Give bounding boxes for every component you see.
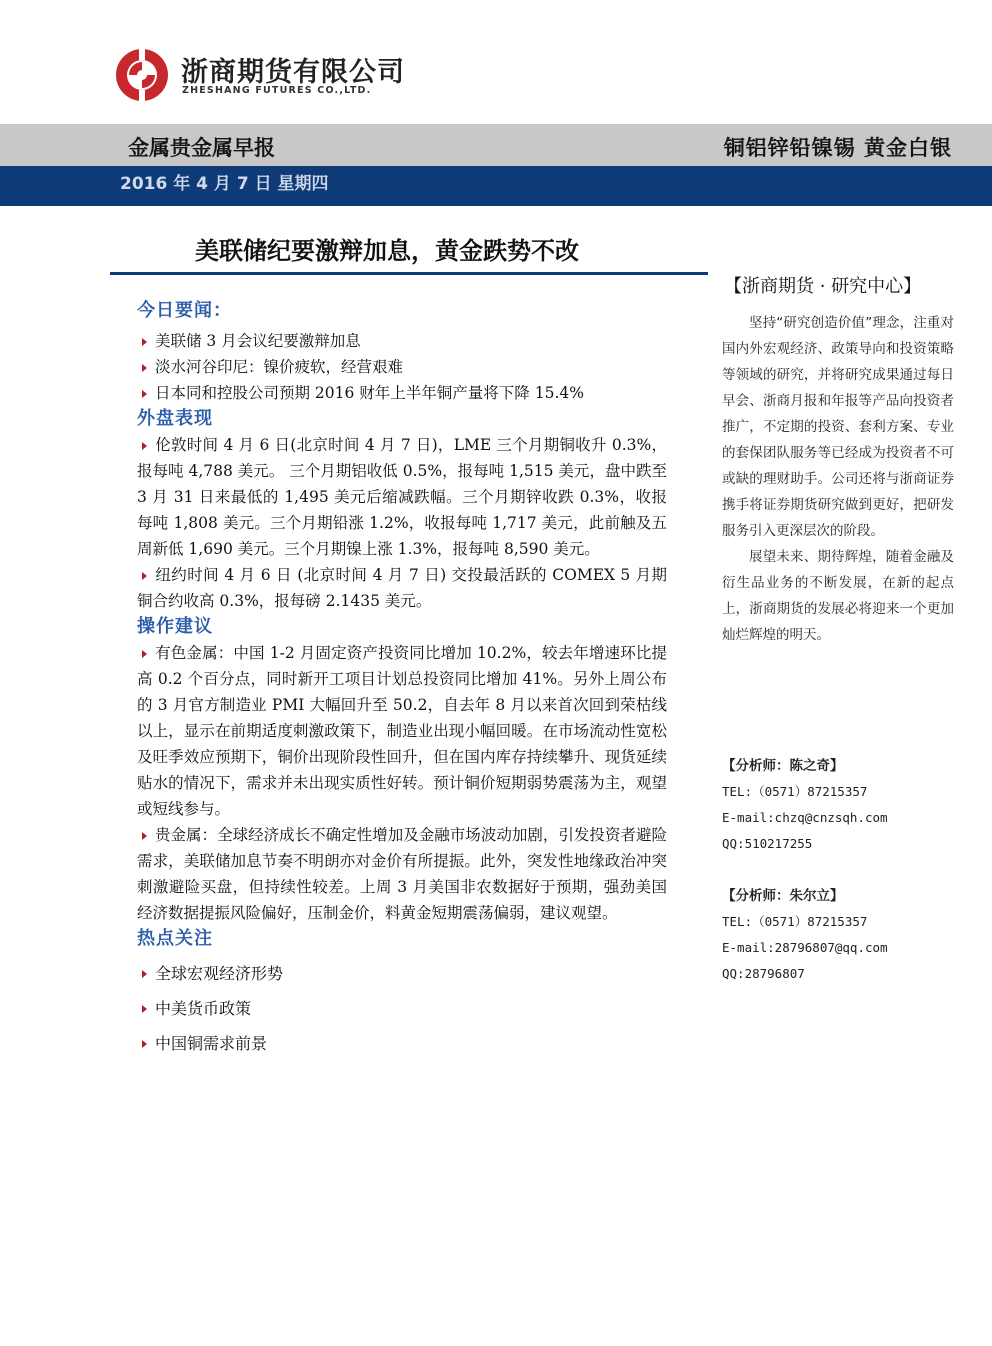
list-item: 淡水河谷印尼：镍价疲软，经营艰难 — [137, 354, 667, 380]
bullet-icon — [142, 832, 147, 840]
page-title: 美联储纪要激辩加息，黄金跌势不改 — [195, 237, 579, 265]
analyst-card — [722, 753, 962, 857]
overseas-paragraph: 纽约时间 4 月 6 日 (北京时间 4 月 7 日) 交投最活跃的 COMEX 5 月期铜合约收高 0.3%，报每磅 2.1435 美元。 — [137, 566, 667, 610]
bullet-icon — [142, 338, 147, 346]
analyst-tel: TEL:（0571）87215357 — [722, 914, 868, 929]
date-band — [0, 166, 992, 206]
bullet-icon — [142, 442, 147, 450]
analyst-card — [722, 883, 962, 987]
sidebar — [722, 272, 954, 648]
title-divider — [110, 272, 708, 275]
company-name-en: ZHESHANG FUTURES CO.,LTD. — [182, 85, 372, 96]
bullet-icon — [142, 1005, 147, 1013]
sidebar-paragraph: 坚持“研究创造价值”理念，注重对国内外宏观经济、政策导向和投资策略等领域的研究，并将研究成果通过每日早会、浙商月报和年报等产品向投资者推广，不定期的投资、套利方案、专业的套保团队服务等已经成为投资者不可或缺的理财助手。公司还将与浙商证券携手将证券期货研究做到更好，把研发服务引入更深层次的阶段。 — [722, 315, 954, 539]
zheshang-logo-icon — [115, 48, 169, 102]
report-date: 2016 年 4 月 7 日 星期四 — [120, 174, 329, 194]
bullet-icon — [142, 572, 147, 580]
bullet-icon — [142, 970, 147, 978]
list-item: 中美货币政策 — [137, 991, 667, 1026]
section-title-hot: 热点关注 — [137, 928, 213, 949]
bullet-icon — [142, 650, 147, 658]
analyst-tel: TEL:（0571）87215357 — [722, 784, 868, 799]
bullet-icon — [142, 390, 147, 398]
news-list — [137, 328, 667, 406]
analyst-email: E-mail:28796807@qq.com — [722, 940, 888, 955]
list-item: 美联储 3 月会议纪要激辩加息 — [137, 328, 667, 354]
hot-topics-list — [137, 956, 667, 1061]
analyst-name: 【分析师：朱尔立】 — [722, 888, 844, 904]
sidebar-paragraph: 展望未来、期待辉煌，随着金融及衍生品业务的不断发展，在新的起点上，浙商期货的发展必将迎来一个更加灿烂辉煌的明天。 — [722, 549, 954, 643]
report-type: 金属贵金属早报 — [128, 136, 275, 160]
list-item: 全球宏观经济形势 — [137, 956, 667, 991]
section-title-overseas: 外盘表现 — [137, 408, 213, 429]
section-title-news: 今日要闻： — [137, 300, 232, 321]
overseas-paragraph: 伦敦时间 4 月 6 日(北京时间 4 月 7 日)，LME 三个月期铜收升 0.3%，报每吨 4,788 美元。 三个月期铝收低 0.5%，报每吨 1,515 美元，盘中跌至 3 月 31 日来最低的 1,495 美元后缩减跌幅。三个月期锌收跌 0.3%，收报每吨 1,808 美元。三个月期铅涨 1.2%，收报每吨 1,717 美元，此前触及五周新低 1,690 美元。三个月期镍上涨 1.3%，报每吨 8,590 美元。 — [137, 436, 667, 558]
list-item: 日本同和控股公司预期 2016 财年上半年铜产量将下降 15.4% — [137, 380, 667, 406]
advice-paragraph: 有色金属：中国 1-2 月固定资产投资同比增加 10.2%，较去年增速环比提高 0.2 个百分点，同时新开工项目计划总投资同比增加 41%。另外上周公布的 3 月官方制造业 PMI 大幅回升至 50.2，自去年 8 月以来首次回到荣枯线以上，显示在前期适度刺激政策下，制造业出现小幅回暖。在市场流动性宽松及旺季效应预期下，铜价出现阶段性回升，但在国内库存持续攀升、现货延续贴水的情况下，需求并未出现实质性好转。预计铜价短期弱势震荡为主，观望或短线参与。 — [137, 644, 667, 818]
advice-paragraph: 贵金属：全球经济成长不确定性增加及金融市场波动加剧，引发投资者避险需求，美联储加息节奏不明朗亦对金价有所提振。此外，突发性地缘政治冲突刺激避险买盘，但持续性较差。上周 3 月美国非农数据好于预期，强劲美国经济数据提振风险偏好，压制金价，料黄金短期震荡偏弱，建议观望。 — [137, 826, 667, 922]
company-name-cn: 浙商期货有限公司 — [181, 57, 405, 88]
sidebar-title: 【浙商期货 · 研究中心】 — [724, 276, 922, 297]
analyst-qq: QQ:28796807 — [722, 966, 805, 981]
bullet-icon — [142, 364, 147, 372]
main-content — [137, 298, 667, 1061]
report-type-band — [0, 124, 992, 166]
analyst-qq: QQ:510217255 — [722, 836, 813, 851]
analyst-email: E-mail:chzq@cnzsqh.com — [722, 810, 888, 825]
covered-metals: 铜铝锌铅镍锡 黄金白银 — [723, 136, 952, 160]
bullet-icon — [142, 1040, 147, 1048]
section-title-advice: 操作建议 — [137, 616, 213, 637]
analyst-name: 【分析师：陈之奇】 — [722, 758, 844, 774]
list-item: 中国铜需求前景 — [137, 1026, 667, 1061]
